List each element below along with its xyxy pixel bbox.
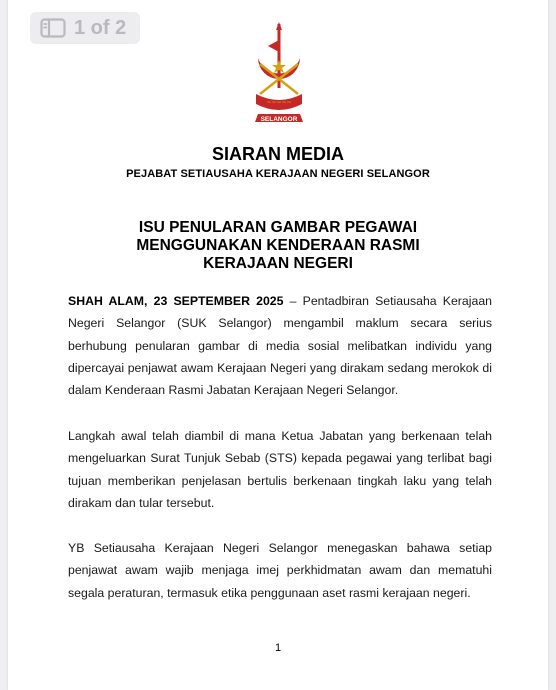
dateline: SHAH ALAM, 23 SEPTEMBER 2025 — [68, 294, 284, 308]
document-subtitle: PEJABAT SETIAUSAHA KERAJAAN NEGERI SELANGOR — [126, 168, 430, 180]
page-number: 1 — [274, 642, 282, 654]
page-indicator[interactable] — [30, 12, 140, 44]
svg-text:~~~~~: ~~~~~ — [266, 99, 292, 106]
page-indicator-text: 1 of 2 — [74, 16, 127, 39]
document-title: SIARAN MEDIA — [211, 144, 344, 164]
crest-label: SELANGOR — [260, 116, 298, 123]
selangor-crest-logo — [248, 22, 310, 132]
paragraph-1 — [68, 290, 492, 401]
paragraph-2: Langkah awal telah diambil di mana Ketua Jabatan yang berkenaan telah mengeluarkan Surat Tunjuk Sebab (STS) kepada pegawai yang terlibat bagi tujuan memberikan penjelasan bertulis berkenaan tingkah laku yang telah dirakam dan tular tersebut. — [68, 429, 492, 510]
sidebar-icon[interactable] — [40, 18, 66, 38]
paragraph-3: YB Setiausaha Kerajaan Negeri Selangor menegaskan bahawa setiap penjawat awam wajib menjaga imej perkhidmatan awam dan mematuhi segala peraturan, termasuk etika penggunaan aset rasmi kerajaan negeri. — [68, 541, 492, 600]
press-release-headline: ISU PENULARAN GAMBAR PEGAWAI MENGGUNAKAN KENDERAAN RASMI KERAJAAN NEGERI — [136, 219, 420, 272]
paragraph-1-text: – Pentadbiran Setiausaha Kerajaan Negeri Selangor (SUK Selangor) mengambil maklum secara serius berhubung penularan gambar di media sosial melibatkan individu yang dipercayai penjawat awam Kerajaan Negeri yang dirakam sedang merokok di dalam Kenderaan Rasmi Jabatan Kerajaan Negeri Selangor. — [68, 294, 492, 398]
